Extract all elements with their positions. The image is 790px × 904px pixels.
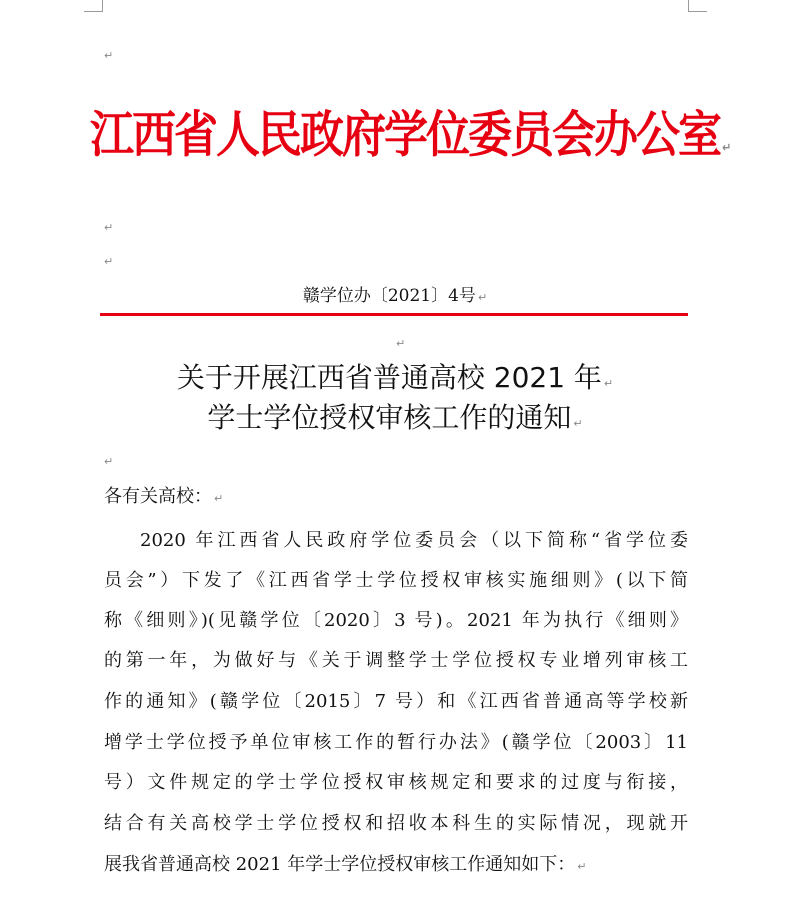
red-separator-line [100,313,688,316]
paragraph-mark: ↵ [104,49,114,62]
paragraph-mark: ↵ [603,377,614,390]
paragraph-mark: ↵ [104,455,114,468]
org-title-text: 江西省人民政府学位委员会办公室 [90,106,720,164]
salutation-text: 各有关高校： [104,486,212,507]
crop-mark-top-right [688,0,707,12]
paragraph-mark: ↵ [577,860,587,873]
salutation [104,482,223,512]
notice-title-line-1-text: 关于开展江西省普通高校 2021 年 [176,361,602,394]
document-number [100,284,690,308]
body-line-7: 号）文件规定的学士学位授权审核规定和要求的过度与衔接， [104,772,688,793]
notice-title-line-2 [100,398,690,438]
body-line-2: 员会”）下发了《江西省学士学位授权审核实施细则》(以下简 [104,570,688,591]
paragraph-mark: ↵ [104,255,114,268]
paragraph-mark: ↵ [573,417,583,430]
document-number-text: 赣学位办〔2021〕4号 [302,286,476,306]
paragraph-mark: ↵ [396,337,406,350]
body-line-4: 的第一年，为做好与《关于调整学士学位授权专业增列审核工 [104,650,688,671]
paragraph-mark: ↵ [214,492,224,505]
body-line-5: 作的通知》(赣学位〔2015〕7 号）和《江西省普通高等学校新 [104,691,688,712]
body-line-1: 2020 年江西省人民政府学位委员会（以下简称“省学位委 [140,530,688,551]
body-line-9 [104,850,688,880]
body-line-3: 称《细则》)(见赣学位〔2020〕3 号)。2021 年为执行《细则》 [104,610,688,631]
paragraph-mark: ↵ [722,140,730,156]
crop-mark-top-left [84,0,103,12]
body-line-9-text: 展我省普通高校 2021 年学士学位授权审核工作通知如下： [104,854,576,875]
body-line-6: 增学士学位授予单位审核工作的暂行办法》(赣学位〔2003〕11 [104,732,688,753]
body-line-8: 结合有关高校学士学位授权和招收本科生的实际情况，现就开 [104,813,688,834]
notice-title-line-2-text: 学士学位授权审核工作的通知 [207,401,572,434]
org-title [90,102,730,169]
notice-title-line-1 [100,358,690,398]
paragraph-mark: ↵ [104,221,114,234]
paragraph-mark: ↵ [477,291,488,304]
